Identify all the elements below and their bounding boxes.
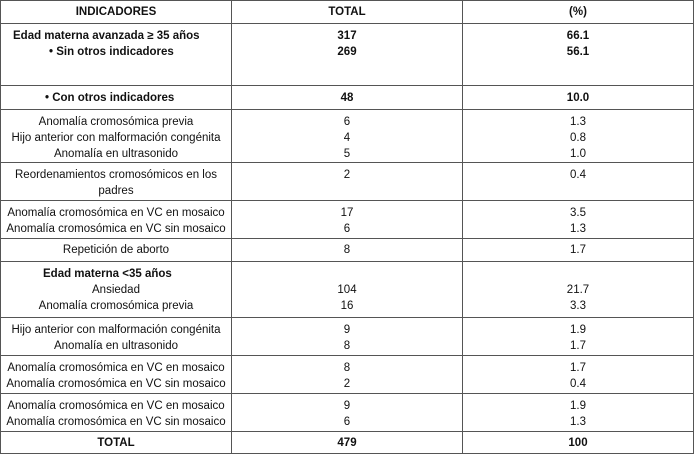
percent-cell	[463, 262, 694, 318]
table-row	[1, 201, 694, 239]
table-row	[1, 394, 694, 432]
indicator-cell	[1, 239, 232, 262]
total-value: 317	[337, 30, 357, 42]
percent-cell	[463, 110, 694, 163]
total-value: 8	[343, 362, 351, 374]
percent-value: 0.4	[570, 378, 586, 390]
percent-cell	[463, 318, 694, 356]
percent-cell	[463, 239, 694, 262]
header-row	[1, 1, 694, 24]
percent-value: 0.4	[570, 169, 586, 181]
row-label: Reordenamientos cromosómicos en los padres	[15, 169, 217, 197]
total-value: 2	[343, 378, 351, 390]
row-label: Edad materna avanzada ≥ 35 años	[13, 30, 200, 42]
percent-value: 56.1	[566, 46, 590, 58]
total-value: 6	[343, 223, 351, 235]
row-label: Anomalía en ultrasonido	[53, 340, 179, 352]
percent-cell	[463, 356, 694, 394]
table-row	[1, 110, 694, 163]
table-row	[1, 163, 694, 201]
percent-value: 1.7	[570, 244, 586, 256]
total-cell	[232, 86, 463, 110]
percent-value: 21.7	[566, 284, 590, 296]
indicator-cell	[1, 201, 232, 239]
total-cell	[232, 318, 463, 356]
row-label: Anomalía cromosómica en VC sin mosaico	[6, 223, 226, 235]
total-cell	[232, 163, 463, 201]
total-value: 9	[343, 400, 351, 412]
percent-cell	[463, 86, 694, 110]
total-value: 8	[343, 340, 351, 352]
table-row	[1, 356, 694, 394]
total-cell	[232, 110, 463, 163]
total-value: 8	[343, 244, 351, 256]
table-row	[1, 86, 694, 110]
total-value: 6	[343, 416, 351, 428]
indicator-cell	[1, 432, 232, 454]
row-label: Hijo anterior con malformación congénita	[11, 324, 221, 336]
percent-cell	[463, 432, 694, 454]
total-cell	[232, 356, 463, 394]
row-label: Anomalía cromosómica en VC en mosaico	[7, 207, 225, 219]
percent-value: 1.9	[570, 400, 586, 412]
grand-total-percent: 100	[568, 436, 588, 449]
indicator-cell	[1, 110, 232, 163]
table-row	[1, 318, 694, 356]
header-indicadores: INDICADORES	[1, 1, 232, 24]
total-row	[1, 432, 694, 454]
percent-cell	[463, 163, 694, 201]
percent-value: 1.0	[570, 148, 586, 160]
row-label: Anomalía cromosómica en VC sin mosaico	[6, 378, 226, 390]
total-value: 4	[343, 132, 351, 144]
table-row	[1, 24, 694, 86]
percent-value: 3.3	[570, 300, 586, 312]
indicator-cell	[1, 356, 232, 394]
percent-cell	[463, 201, 694, 239]
total-value: 104	[337, 284, 357, 296]
percent-value: 1.9	[570, 324, 586, 336]
percent-value: 10.0	[566, 91, 590, 104]
percent-value: 3.5	[570, 207, 586, 219]
indicator-cell	[1, 394, 232, 432]
total-value: 48	[340, 91, 354, 104]
row-label: Edad materna <35 años	[43, 268, 172, 280]
row-label: Anomalía cromosómica en VC en mosaico	[7, 362, 225, 374]
table-row	[1, 262, 694, 318]
percent-value: 1.7	[570, 340, 586, 352]
percent-cell	[463, 24, 694, 86]
percent-cell	[463, 394, 694, 432]
row-label: Anomalía cromosómica previa	[38, 116, 194, 128]
total-cell	[232, 432, 463, 454]
row-label: Anomalía cromosómica previa	[38, 300, 194, 312]
indicator-cell	[1, 262, 232, 318]
indicator-cell	[1, 24, 232, 86]
percent-value: 0.8	[570, 132, 586, 144]
total-value: 9	[343, 324, 351, 336]
total-value: 16	[340, 300, 354, 312]
row-label: Anomalía cromosómica en VC sin mosaico	[6, 416, 226, 428]
total-value: 17	[340, 207, 354, 219]
header-total: TOTAL	[232, 1, 463, 24]
header-percent: (%)	[463, 1, 694, 24]
total-value: 6	[343, 116, 351, 128]
table-row	[1, 239, 694, 262]
indicator-cell	[1, 86, 232, 110]
total-value: 269	[337, 46, 357, 58]
total-cell	[232, 201, 463, 239]
total-value: 2	[343, 169, 351, 181]
row-label: • Con otros indicadores	[45, 91, 175, 104]
total-value: 5	[343, 148, 351, 160]
row-label: Ansiedad	[92, 284, 140, 296]
row-label: Anomalía cromosómica en VC en mosaico	[7, 400, 225, 412]
row-label: • Sin otros indicadores	[49, 46, 174, 58]
percent-value: 1.3	[570, 223, 586, 235]
total-cell	[232, 24, 463, 86]
row-label: Hijo anterior con malformación congénita	[11, 132, 221, 144]
total-cell	[232, 239, 463, 262]
total-cell	[232, 394, 463, 432]
indicator-cell	[1, 318, 232, 356]
total-cell	[232, 262, 463, 318]
row-label: Repetición de aborto	[62, 244, 170, 256]
percent-value: 1.7	[570, 362, 586, 374]
grand-total-value: 479	[337, 436, 357, 449]
total-label: TOTAL	[97, 436, 135, 449]
row-label: Anomalía en ultrasonido	[53, 148, 179, 160]
indicator-cell	[1, 163, 232, 201]
percent-value: 1.3	[570, 416, 586, 428]
percent-value: 1.3	[570, 116, 586, 128]
percent-value: 66.1	[566, 30, 590, 42]
